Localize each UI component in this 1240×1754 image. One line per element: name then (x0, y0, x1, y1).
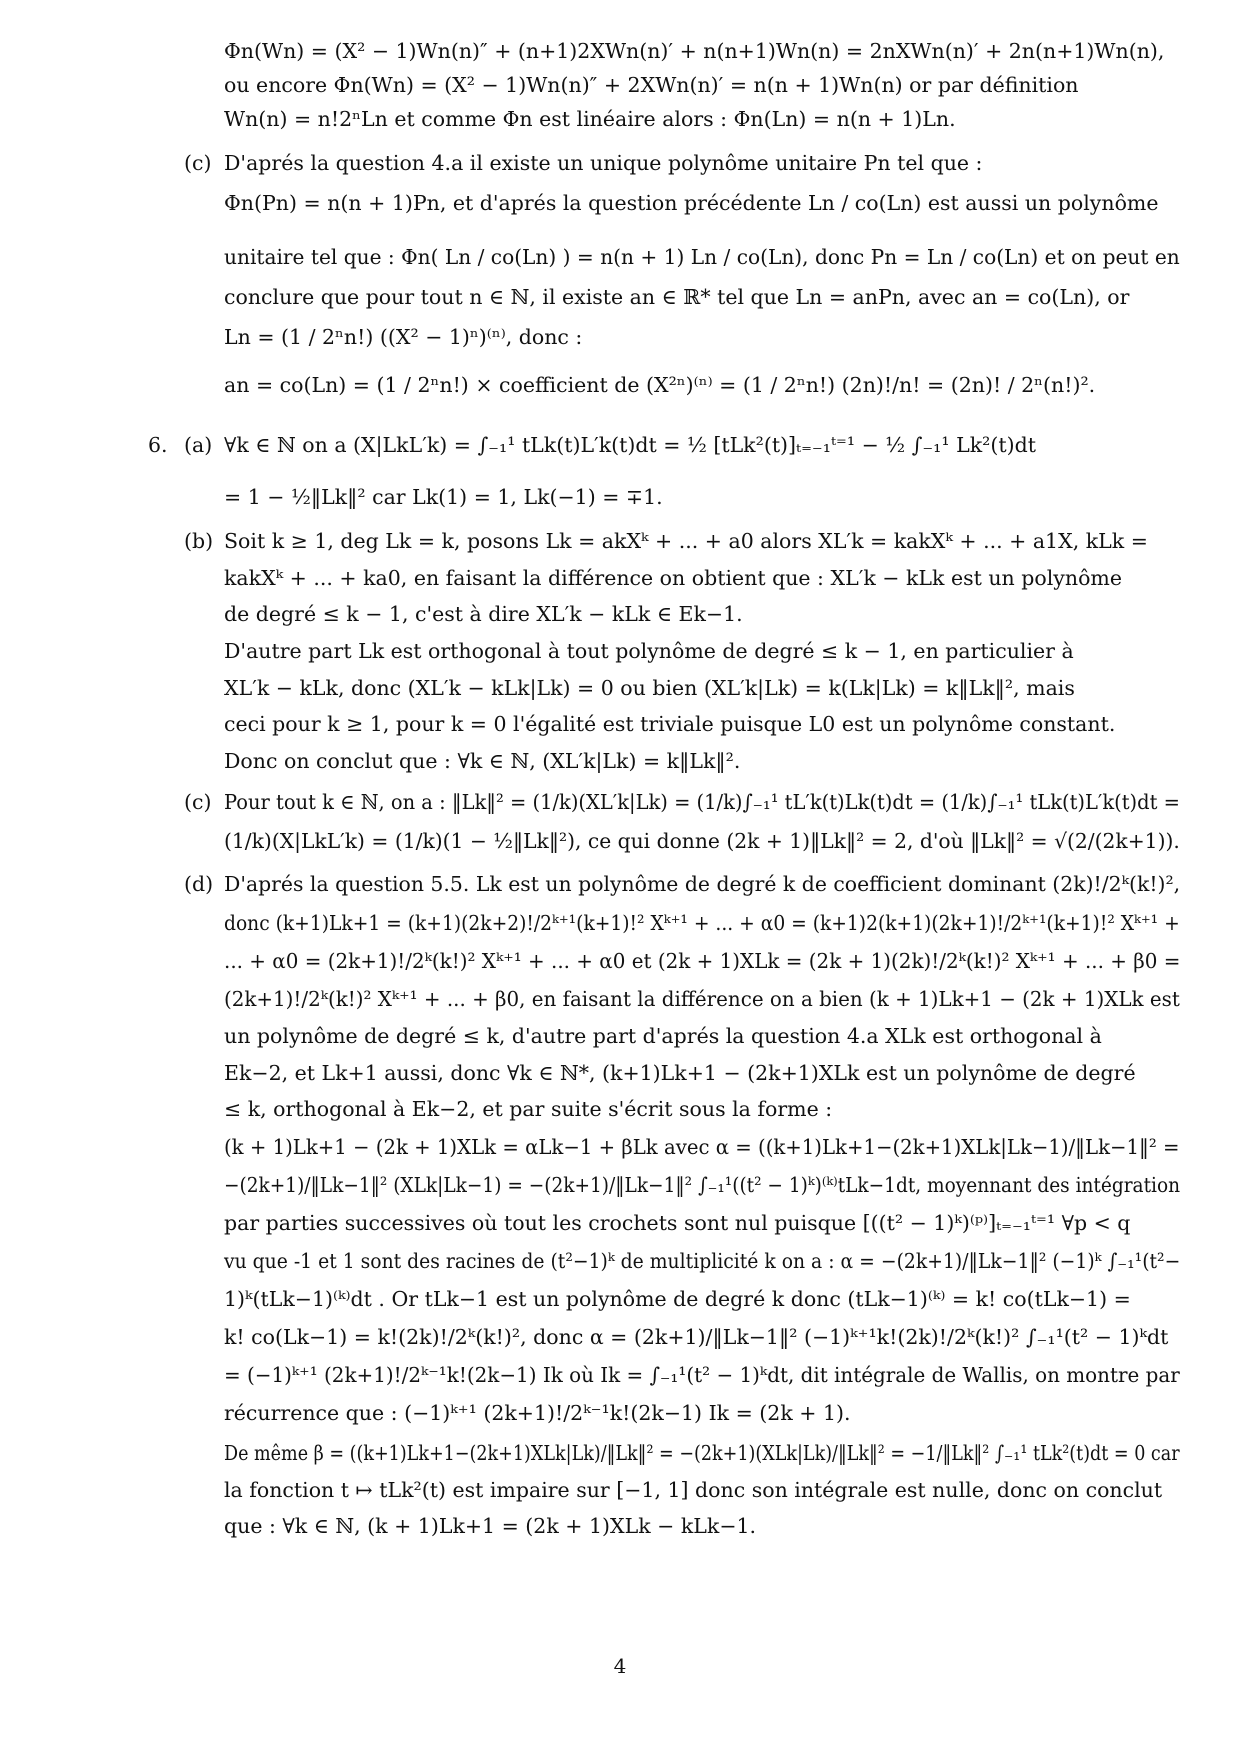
line-text: ceci pour k ≥ 1, pour k = 0 l'égalité est triviale puisque L0 est un polynôme constant. (224, 712, 1116, 736)
line-text: XL′k − kLk, donc (XL′k − kLk|Lk) = 0 ou bien (XL′k|Lk) = k(Lk|Lk) = k‖Lk‖², mais (224, 676, 1075, 700)
line-text: que : ∀k ∈ ℕ, (k + 1)Lk+1 = (2k + 1)XLk − kLk−1. (224, 1514, 757, 1538)
line-text: ou encore Φn(Wn) = (X² − 1)Wn(n)″ + 2XWn(n)′ = n(n + 1)Wn(n) or par définition (224, 73, 1079, 97)
line-text: unitaire tel que : Φn( Ln / co(Ln) ) = n(n + 1) Ln / co(Ln), donc Pn = Ln / co(Ln) et on peut en (224, 245, 1180, 269)
line-text: Ln = (1 / 2ⁿn!) ((X² − 1)ⁿ)⁽ⁿ⁾, donc : (224, 325, 583, 349)
line-text: an = co(Ln) = (1 / 2ⁿn!) × coefficient de (X²ⁿ)⁽ⁿ⁾ = (1 / 2ⁿn!) (2n)!/n! = (2n)! / 2ⁿ(n!)². (224, 373, 1096, 397)
item-label: (c) (184, 790, 212, 814)
line-text: vu que -1 et 1 sont des racines de (t²−1)ᵏ de multiplicité k on a : α = −(2k+1)/‖Lk−1‖² (−1)ᵏ ∫₋₁¹(t²− (224, 1249, 1181, 1273)
line-text: Soit k ≥ 1, deg Lk = k, posons Lk = akXᵏ + ... + a0 alors XL′k = kakXᵏ + ... + a1X, kLk = (224, 529, 1148, 553)
line-text: Pour tout k ∈ ℕ, on a : ‖Lk‖² = (1/k)(XL′k|Lk) = (1/k)∫₋₁¹ tL′k(t)Lk(t)dt = (1/k)∫₋₁¹ tLk(t)L′k(t)dt = (224, 790, 1180, 814)
item-label: (a) (184, 433, 213, 457)
line-text: Donc on conclut que : ∀k ∈ ℕ, (XL′k|Lk) = k‖Lk‖². (224, 749, 741, 773)
line-text: Φn(Pn) = n(n + 1)Pn, et d'aprés la question précédente Ln / co(Ln) est aussi un polynôme (224, 191, 1159, 215)
line-text: un polynôme de degré ≤ k, d'autre part d'aprés la question 4.a XLk est orthogonal à (224, 1024, 1102, 1048)
line-text: D'aprés la question 4.a il existe un unique polynôme unitaire Pn tel que : (224, 151, 983, 175)
line-text: de degré ≤ k − 1, c'est à dire XL′k − kLk ∈ Ek−1. (224, 602, 743, 626)
question-number: 6. (148, 433, 168, 457)
line-text: 1)ᵏ(tLk−1)⁽ᵏ⁾dt . Or tLk−1 est un polynôme de degré k donc (tLk−1)⁽ᵏ⁾ = k! co(tLk−1) = (224, 1287, 1131, 1311)
line-text: Φn(Wn) = (X² − 1)Wn(n)″ + (n+1)2XWn(n)′ + n(n+1)Wn(n) = 2nXWn(n)′ + 2n(n+1)Wn(n), (224, 39, 1165, 63)
line-text: k! co(Lk−1) = k!(2k)!/2ᵏ(k!)², donc α = (2k+1)/‖Lk−1‖² (−1)ᵏ⁺¹k!(2k)!/2ᵏ(k!)² ∫₋₁¹(t² − 1)ᵏdt (224, 1325, 1169, 1349)
item-label: (c) (184, 151, 212, 175)
line-text: (k + 1)Lk+1 − (2k + 1)XLk = αLk−1 + βLk avec α = ((k+1)Lk+1−(2k+1)XLk|Lk−1)/‖Lk−1‖² = (224, 1135, 1180, 1159)
line-text: par parties successives où tout les crochets sont nul puisque [((t² − 1)ᵏ)⁽ᵖ⁾]ₜ₌₋₁ᵗ⁼¹ ∀p < q (224, 1211, 1131, 1235)
line-text: (2k+1)!/2ᵏ(k!)² Xᵏ⁺¹ + ... + β0, en faisant la différence on a bien (k + 1)Lk+1 − (2k + 1)XLk est (224, 987, 1180, 1011)
line-text: D'autre part Lk est orthogonal à tout polynôme de degré ≤ k − 1, en particulier à (224, 639, 1074, 663)
line-text: donc (k+1)Lk+1 = (k+1)(2k+2)!/2ᵏ⁺¹(k+1)!² Xᵏ⁺¹ + ... + α0 = (k+1)2(k+1)(2k+1)!/2ᵏ⁺¹(k+1)!² Xᵏ⁺¹ + (224, 911, 1180, 935)
line-text: = 1 − ½‖Lk‖² car Lk(1) = 1, Lk(−1) = ∓1. (224, 485, 663, 509)
line-text: D'aprés la question 5.5. Lk est un polynôme de degré k de coefficient dominant (2k)!/2ᵏ(k!)², (224, 872, 1181, 896)
line-text: ∀k ∈ ℕ on a (X|LkL′k) = ∫₋₁¹ tLk(t)L′k(t)dt = ½ [tLk²(t)]ₜ₌₋₁ᵗ⁼¹ − ½ ∫₋₁¹ Lk²(t)dt (224, 433, 1036, 457)
line-text: kakXᵏ + ... + ka0, en faisant la différence on obtient que : XL′k − kLk est un polynôme (224, 566, 1122, 590)
line-text: = (−1)ᵏ⁺¹ (2k+1)!/2ᵏ⁻¹k!(2k−1) Ik où Ik = ∫₋₁¹(t² − 1)ᵏdt, dit intégrale de Wallis, on montre par (224, 1363, 1180, 1387)
line-text: ... + α0 = (2k+1)!/2ᵏ(k!)² Xᵏ⁺¹ + ... + α0 et (2k + 1)XLk = (2k + 1)(2k)!/2ᵏ(k!)² Xᵏ⁺¹ + ... + β0 = (224, 949, 1181, 973)
line-text: (1/k)(X|LkL′k) = (1/k)(1 − ½‖Lk‖²), ce qui donne (2k + 1)‖Lk‖² = 2, d'où ‖Lk‖² = √(2/(2k+1)). (224, 829, 1180, 853)
item-label: (d) (184, 872, 214, 896)
line-text: Wn(n) = n!2ⁿLn et comme Φn est linéaire alors : Φn(Ln) = n(n + 1)Ln. (224, 107, 956, 131)
line-text: Ek−2, et Lk+1 aussi, donc ∀k ∈ ℕ*, (k+1)Lk+1 − (2k+1)XLk est un polynôme de degré (224, 1061, 1136, 1085)
line-text: récurrence que : (−1)ᵏ⁺¹ (2k+1)!/2ᵏ⁻¹k!(2k−1) Ik = (2k + 1). (224, 1401, 851, 1425)
line-text: ≤ k, orthogonal à Ek−2, et par suite s'écrit sous la forme : (224, 1097, 833, 1121)
line-text: conclure que pour tout n ∈ ℕ, il existe an ∈ ℝ* tel que Ln = anPn, avec an = co(Ln), or (224, 285, 1130, 309)
line-text: la fonction t ↦ tLk²(t) est impaire sur [−1, 1] donc son intégrale est nulle, donc on conclut (224, 1478, 1163, 1502)
item-label: (b) (184, 529, 214, 553)
line-text: De même β = ((k+1)Lk+1−(2k+1)XLk|Lk)/‖Lk‖² = −(2k+1)(XLk|Lk)/‖Lk‖² = −1/‖Lk‖² ∫₋₁¹ tLk²(t)dt = 0 car (224, 1441, 1180, 1465)
line-text: −(2k+1)/‖Lk−1‖² (XLk|Lk−1) = −(2k+1)/‖Lk−1‖² ∫₋₁¹((t² − 1)ᵏ)⁽ᵏ⁾tLk−1dt, moyennant des intégration (224, 1173, 1181, 1197)
page-number: 4 (613, 1654, 627, 1678)
